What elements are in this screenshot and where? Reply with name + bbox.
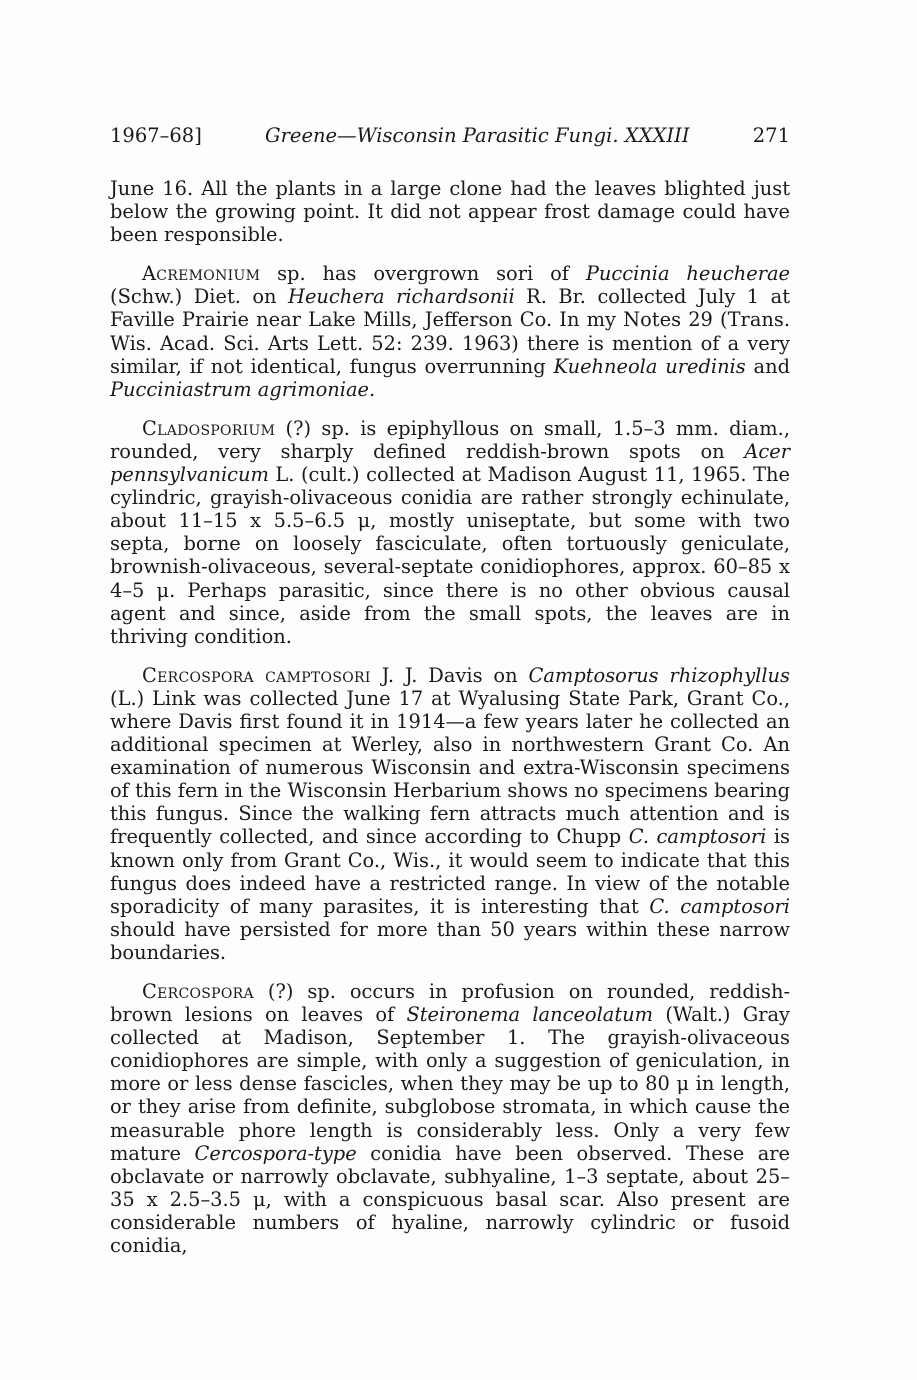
italic-taxon: Acer pennsylvanicum [110, 439, 790, 487]
italic-taxon: Kuehneola uredinis [553, 354, 746, 378]
italic-taxon: C. camptosori [649, 894, 790, 918]
italic-taxon: Puccinia heucherae [585, 262, 791, 286]
text-run: R. Br. collected July 1 at Faville Prairie near Lake Mills, Jefferson Co. In my Notes 29 (Trans. Wis. Acad. Sci. Arts Lett. 52: 239. 1963) there is mention of a very similar, if not identical, fungus overrunning [110, 285, 790, 378]
italic-taxon: Camptosorus rhizophyllus [528, 663, 790, 687]
text-run: L. (cult.) collected at Madison August 11, 1965. The cylindric, grayish-olivaceous conidia are rather strongly echinulate, about 11–15 x 5.5–6.5 μ, mostly uniseptate, but some with two septa, borne on loosely fasciculate, often tortuously geniculate, brownish-olivaceous, several-septate conidiophores, approx. 60–85 x 4–5 μ. Perhaps parasitic, since there is no other obvious causal agent and since, aside from the small spots, the leaves are in thriving condition. [110, 463, 790, 648]
text-run: should have persisted for more than 50 years within these narrow boundaries. [110, 917, 790, 964]
text-run: June 16. All the plants in a large clone had the leaves blighted just below the growing point. It did not appear frost damage could have been responsible. [110, 177, 790, 247]
text-run: and [745, 354, 790, 378]
paragraph-cercospora-sp [110, 980, 790, 1257]
genus-smallcaps: Acremonium [142, 262, 261, 286]
text-run: is known only from Grant Co., Wis., it would seem to indicate that this fungus does indeed have a restricted range. In view of the notable sporadicity of many parasites, it is interesting that [110, 825, 790, 918]
paragraph-acremonium [110, 262, 790, 401]
italic-taxon: Cercospora-type [194, 1141, 357, 1165]
text-run: (?) sp. occurs in profusion on rounded, reddish-brown lesions on leaves of [110, 980, 790, 1027]
text-run: sp. has overgrown sori of [260, 262, 586, 286]
genus-smallcaps: Cercospora [142, 980, 254, 1003]
text-run: (L.) Link was collected June 17 at Wyalusing State Park, Grant Co., where Davis first found it in 1914—a few years later he collected an additional specimen at Werley, also in northwestern Grant Co. An examination of numerous Wisconsin and extra-Wisconsin specimens of this fern in the Wisconsin Herbarium shows no specimens bearing this fungus. Since the walking fern attracts much attention and is frequently collected, and since according to Chupp [110, 686, 790, 849]
italic-taxon: C. camptosori [628, 825, 767, 849]
running-header [110, 124, 790, 160]
text-run: conidia have been observed. These are obclavate or narrowly obclavate, subhyaline, 1–3 septate, about 25–35 x 2.5–3.5 μ, with a conspicuous basal scar. Also present are considerable numbers of hyaline, narrowly cylindric or fusoid conidia, [110, 1141, 790, 1258]
page-number: 271 [752, 124, 790, 147]
paragraph-cercospora-camptosori [110, 664, 790, 964]
running-title: Greene—Wisconsin Parasitic Fungi. XXXIII [265, 124, 690, 147]
genus-smallcaps: Cercospora camptosori [142, 663, 371, 687]
text-run: (Schw.) Diet. on [110, 285, 289, 309]
italic-taxon: Steironema lanceolatum [406, 1003, 654, 1027]
text-run: (?) sp. is epiphyllous on small, 1.5–3 mm. diam., rounded, very sharply defined reddish-brown spots on [110, 416, 790, 463]
paragraph-continued [110, 177, 790, 246]
text-run: J. J. Davis on [370, 663, 529, 687]
italic-taxon: Heuchera richardsonii [288, 285, 515, 309]
paragraph-cladosporium [110, 417, 790, 648]
text-run: (Walt.) Gray collected at Madison, September 1. The grayish-olivaceous conidiophores are simple, with only a suggestion of geniculation, in more or less dense fascicles, when they may be up to 80 μ in length, or they arise from definite, subglobose stromata, in which cause the measurable phore length is considerably less. Only a very few mature [110, 1003, 790, 1165]
volume-years: 1967–68] [110, 124, 202, 147]
italic-taxon: Pucciniastrum agrimoniae. [110, 377, 376, 401]
genus-smallcaps: Cladosporium [142, 416, 276, 440]
page [110, 124, 790, 1273]
